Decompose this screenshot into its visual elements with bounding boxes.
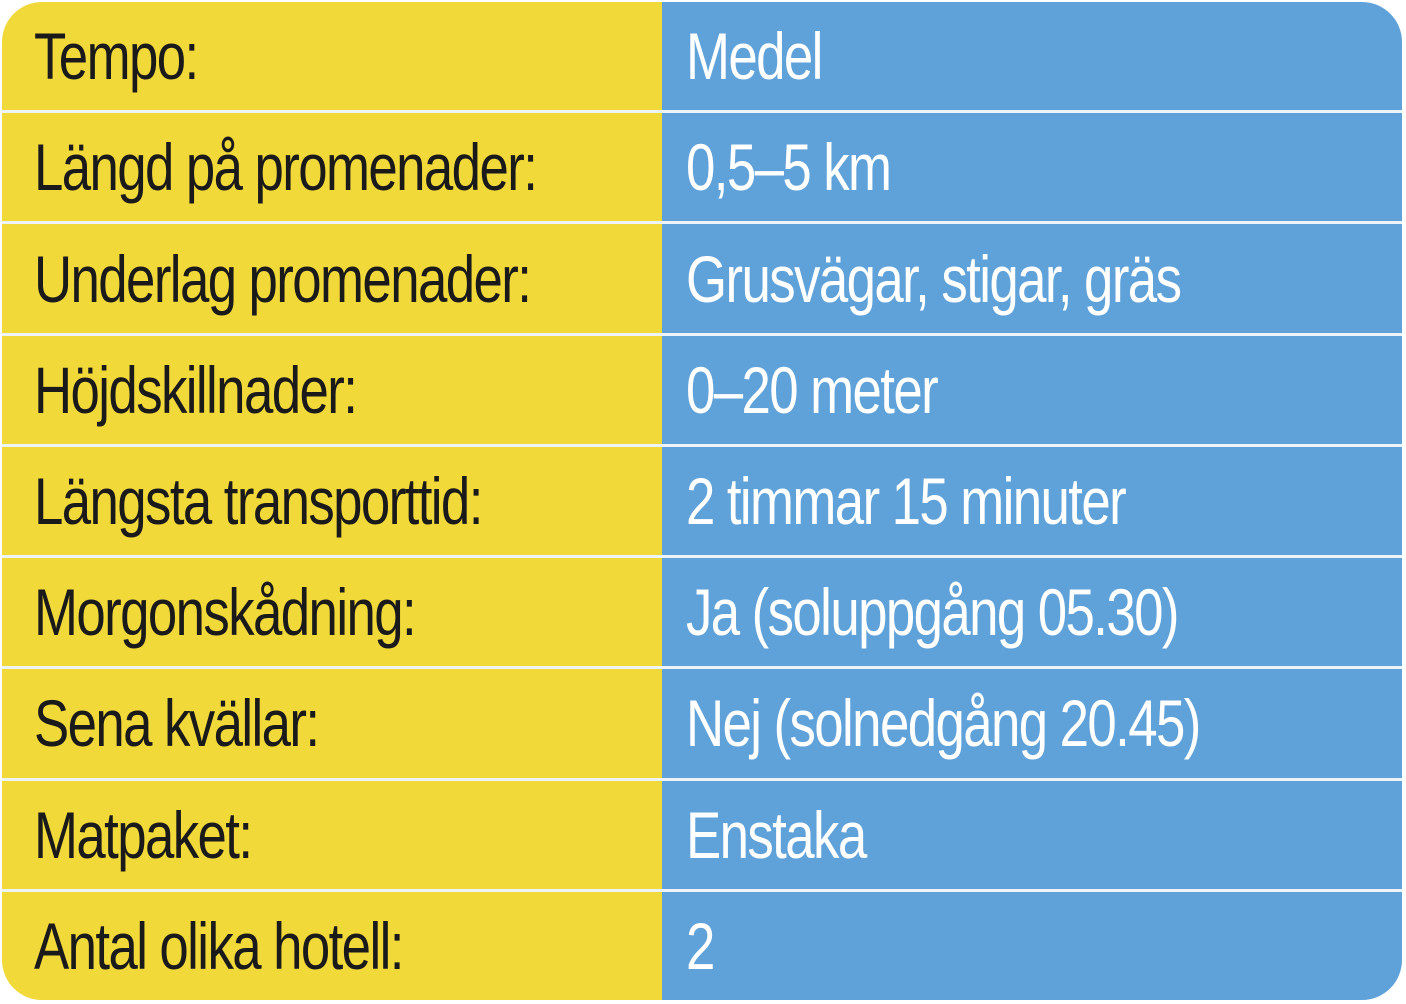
row-value: 2 timmar 15 minuter bbox=[686, 463, 1126, 538]
row-label: Morgonskådning: bbox=[34, 575, 416, 650]
label-cell-morning bbox=[2, 558, 662, 666]
label-cell-tempo bbox=[2, 2, 662, 110]
row-label: Matpaket: bbox=[34, 797, 252, 872]
row-value: Ja (soluppgång 05.30) bbox=[686, 575, 1178, 650]
label-cell-surface bbox=[2, 224, 662, 332]
value-cell-surface bbox=[662, 224, 1402, 332]
value-cell-transport-time bbox=[662, 447, 1402, 555]
row-value: Grusvägar, stigar, gräs bbox=[686, 241, 1181, 316]
label-cell-evenings bbox=[2, 669, 662, 777]
row-label: Höjdskillnader: bbox=[34, 352, 357, 427]
row-value: Enstaka bbox=[686, 797, 866, 872]
row-value: 0–20 meter bbox=[686, 352, 938, 427]
value-cell-lunch-pack bbox=[662, 781, 1402, 889]
value-cell-hotels bbox=[662, 892, 1402, 1000]
row-label: Antal olika hotell: bbox=[34, 908, 403, 983]
label-cell-lunch-pack bbox=[2, 781, 662, 889]
value-cell-morning bbox=[662, 558, 1402, 666]
row-value: 0,5–5 km bbox=[686, 130, 891, 205]
value-cell-evenings bbox=[662, 669, 1402, 777]
value-cell-elevation bbox=[662, 336, 1402, 444]
trip-facts-table bbox=[2, 2, 1402, 1000]
label-cell-transport-time bbox=[2, 447, 662, 555]
row-value: Medel bbox=[686, 19, 822, 94]
value-cell-walk-length bbox=[662, 113, 1402, 221]
label-cell-walk-length bbox=[2, 113, 662, 221]
label-cell-elevation bbox=[2, 336, 662, 444]
row-label: Tempo: bbox=[34, 19, 198, 94]
row-value: Nej (solnedgång 20.45) bbox=[686, 686, 1200, 761]
row-value: 2 bbox=[686, 908, 714, 983]
row-label: Längd på promenader: bbox=[34, 130, 537, 205]
label-cell-hotels bbox=[2, 892, 662, 1000]
value-cell-tempo bbox=[662, 2, 1402, 110]
row-label: Underlag promenader: bbox=[34, 241, 531, 316]
row-label: Längsta transporttid: bbox=[34, 463, 482, 538]
row-label: Sena kvällar: bbox=[34, 686, 319, 761]
